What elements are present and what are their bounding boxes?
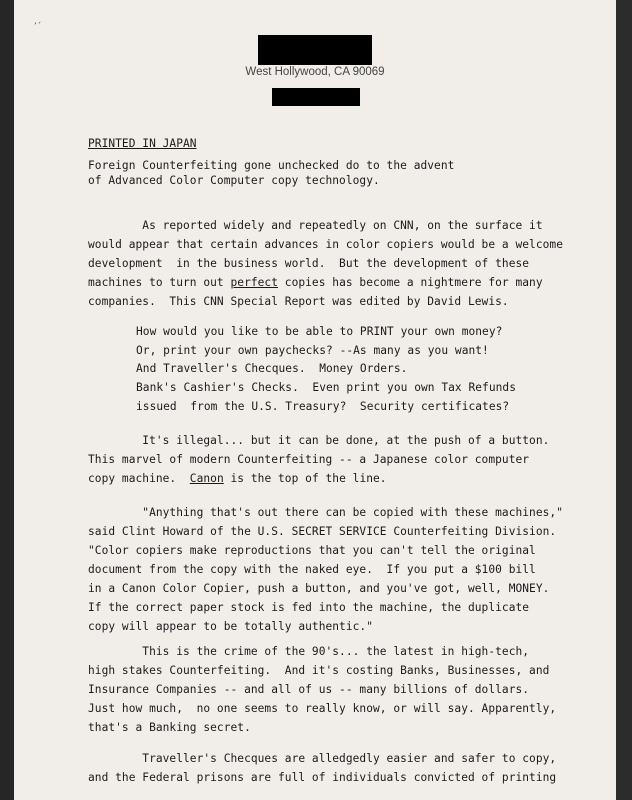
paragraph-3-line-2: said Clint Howard of the U.S. SECRET SERVICE Counterfeiting Division. bbox=[88, 525, 557, 538]
text-run: copies has become a nightmere for many bbox=[278, 276, 543, 289]
paragraph-1-line-5: companies. This CNN Special Report was edited by David Lewis. bbox=[88, 295, 509, 308]
paragraph-1-line-3: development in the business world. But the development of these bbox=[88, 257, 530, 270]
document-title: PRINTED IN JAPAN bbox=[88, 137, 197, 150]
paragraph-2-line-2: This marvel of modern Counterfeiting -- a Japanese color computer bbox=[88, 453, 530, 466]
redacted-name-block bbox=[258, 35, 372, 65]
scan-right-edge bbox=[616, 0, 632, 800]
text-run: copy machine. bbox=[88, 472, 190, 485]
subtitle-line-2: of Advanced Color Computer copy technology. bbox=[88, 174, 380, 187]
indented-line-5: issued from the U.S. Treasury? Security certificates? bbox=[136, 400, 510, 413]
indented-line-4: Bank's Cashier's Checks. Even print you own Tax Refunds bbox=[136, 381, 516, 394]
paragraph-3-line-4: document from the copy with the naked eye. If you put a $100 bill bbox=[88, 563, 536, 576]
stray-marks: ’´ bbox=[34, 22, 42, 32]
indented-line-3: And Traveller's Checques. Money Orders. bbox=[136, 362, 408, 375]
scan-left-edge bbox=[0, 0, 14, 800]
paragraph-2-line-3 bbox=[88, 469, 387, 488]
redacted-phone-block bbox=[272, 88, 360, 106]
paragraph-1-line-4 bbox=[88, 273, 543, 292]
paragraph-5-line-1: Traveller's Checques are alledgedly easier and safer to copy, bbox=[88, 752, 557, 765]
indented-line-2: Or, print your own paychecks? --As many as you want! bbox=[136, 344, 489, 357]
indented-line-1: How would you like to be able to PRINT your own money? bbox=[136, 325, 503, 338]
paragraph-5-line-2: and the Federal prisons are full of individuals convicted of printing bbox=[88, 771, 557, 784]
document-page bbox=[14, 0, 616, 800]
paragraph-3-line-5: in a Canon Color Copier, push a button, and you've got, well, MONEY. bbox=[88, 582, 550, 595]
underlined-word-perfect: perfect bbox=[230, 276, 278, 289]
subtitle-line-1: Foreign Counterfeiting gone unchecked do to the advent bbox=[88, 159, 455, 172]
paragraph-4-line-3: Insurance Companies -- and all of us -- many billions of dollars. bbox=[88, 683, 530, 696]
paragraph-4-line-1: This is the crime of the 90's... the latest in high-tech, bbox=[88, 645, 530, 658]
paragraph-3-line-6: If the correct paper stock is fed into the machine, the duplicate bbox=[88, 601, 530, 614]
paragraph-1-line-1: As reported widely and repeatedly on CNN, on the surface it bbox=[88, 219, 543, 232]
address-line: West Hollywood, CA 90069 bbox=[245, 66, 385, 78]
text-run: machines to turn out bbox=[88, 276, 231, 289]
paragraph-3-line-7: copy will appear to be totally authentic." bbox=[88, 620, 373, 633]
paragraph-3-line-3: "Color copiers make reproductions that you can't tell the original bbox=[88, 544, 536, 557]
text-run: is the top of the line. bbox=[223, 472, 387, 485]
paragraph-1-line-2: would appear that certain advances in color copiers would be a welcome bbox=[88, 238, 563, 251]
paragraph-4-line-4: Just how much, no one seems to really know, or will say. Apparently, bbox=[88, 702, 557, 715]
paragraph-4-line-2: high stakes Counterfeiting. And it's costing Banks, Businesses, and bbox=[88, 664, 550, 677]
paragraph-4-line-5: that's a Banking secret. bbox=[88, 721, 251, 734]
paragraph-2-line-1: It's illegal... but it can be done, at the push of a button. bbox=[88, 434, 550, 447]
underlined-word-canon: Canon bbox=[189, 472, 224, 485]
paragraph-3-line-1: "Anything that's out there can be copied with these machines," bbox=[88, 506, 563, 519]
